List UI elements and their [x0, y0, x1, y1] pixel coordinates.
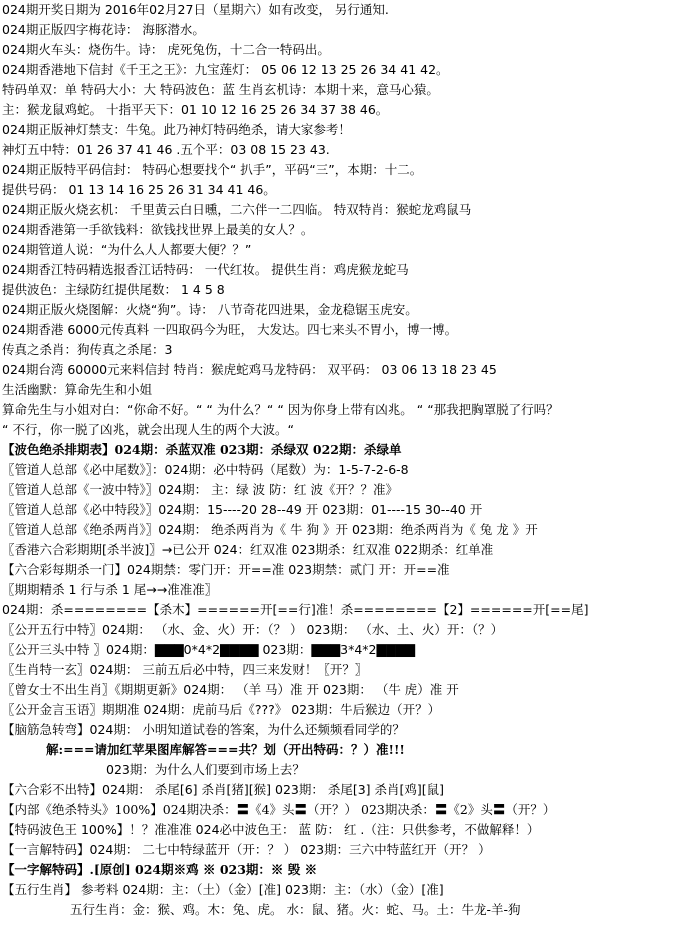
pipeline-man-says: 024期管道人说：“为什么人人都要大便？？”	[2, 242, 252, 257]
one-character-special: 【一字解特码】.[原创] 024期※鸡 ※ 023期：※ 毁 ※	[2, 862, 318, 877]
fire-diagram-line: 024期正版火烧图解：火烧“狗”。诗： 八节奇花四进果，金龙稳锯玉虎安。	[2, 302, 418, 317]
train-head-line: 024期火车头：烧伤牛。诗： 虎死兔伤，十二合一特码出。	[2, 42, 330, 57]
zodiac-mystery-line: 〖生肖特一玄〗024期： 三前五后必中特，四三来发财！〖开？〗	[2, 662, 368, 677]
humor-dialog-2: “ 不行，你一脱了凶兆，就会出现人生的两个大波。“	[2, 422, 294, 437]
no-special-line: 【六合彩不出特】024期： 杀尾[6] 杀肖[猪][猴] 023期： 杀尾[3] 杀肖[鸡][鼠]	[2, 782, 445, 797]
plum-blossom-poem: 024期正版四字梅花诗： 海豚潜水。	[2, 22, 205, 37]
internal-kill-head: 【内部《绝杀特头》100%】024期决杀：〓《4》头〓（开？） 023期决杀：〓《2》头〓（开？）	[2, 802, 556, 817]
provided-numbers: 提供号码： 01 13 14 16 25 26 31 34 41 46。	[2, 182, 276, 197]
magic-lamp-five-line: 神灯五中特：01 26 37 41 46 .五个平：03 08 15 23 43.	[2, 142, 330, 157]
wave-color-tail-line: 提供波色：主绿防红提供尾数： 1 4 5 8	[2, 282, 225, 297]
five-elements-list: 五行生肖：金：猴、鸡。木：兔、虎。 水：鼠、猪。火：蛇、马。土：牛龙-羊-狗	[70, 902, 521, 917]
odd-even-size-line: 特码单双：单 特码大小：大 特码波色：蓝 生肖玄机诗：本期十来，意马心猿。	[2, 82, 439, 97]
kill-row-tail-line: 024期：杀========【杀木】======开[==行]准！杀========【2】======开[==尾]	[2, 602, 589, 617]
draw-date-notice: 024期开奖日期为 2016年02月27日（星期六）如有改变， 另行通知.	[2, 2, 389, 17]
magic-lamp-ban-line: 024期正版神灯禁支：牛兔。此乃神灯特码绝杀，请大家参考！	[2, 122, 351, 137]
fax-kill-line: 传真之杀肖：狗传真之杀尾：3	[2, 342, 173, 357]
three-heads-line: 〖公开三头中特 〗024期：▇▇▇0*4*2▇▇▇▇ 023期：▇▇▇3*4*2▇▇▇▇	[2, 642, 415, 657]
taiwan-envelope-line: 024期台湾 60000元来料信封 特肖：猴虎蛇鸡马龙特码： 双平码： 03 06 13 18 23 45	[2, 362, 497, 377]
pipeline-kill-two: 〖管道人总部《绝杀两肖》〗024期： 绝杀两肖为《 牛 狗 》开 023期：绝杀两肖为《 兔 龙 》开	[2, 522, 538, 537]
xiangjiang-line: 024期香江特码精选报香江话特码： 一代红妆。 提供生肖：鸡虎猴龙蛇马	[2, 262, 409, 277]
main-zodiac-line: 主：猴龙鼠鸡蛇。 十指平天下：01 10 12 16 25 26 34 37 38 46。	[2, 102, 389, 117]
hk-fax-line: 024期香港 6000元传真料 一四取码今为旺， 大发达。四七来头不胃小，博一博。	[2, 322, 458, 337]
pipeline-one-wave: 〖管道人总部《一波中特》〗024期： 主：绿 波 防：红 波《开？？准》	[2, 482, 399, 497]
pipeline-segment: 〖管道人总部《必中特段》〗024期：15----20 28--49 开 023期：01----15 30--40 开	[2, 502, 483, 517]
hk-half-wave-kill: 〖香港六合彩期期[杀半波]〗→已公开 024：红双准 023期杀：红双准 022期杀：红单准	[2, 542, 494, 557]
kill-one-gate: 【六合彩每期杀一门】024期禁：零门开：开==准 023期禁：贰门 开：开==准	[2, 562, 450, 577]
wave-kill-schedule: 【波色绝杀排期表】024期：杀蓝双准 023期：杀绿双 022期：杀绿单	[2, 442, 402, 457]
humor-dialog-1: 算命先生与小姐对白：“你命不好。“ “ 为什么？“ “ 因为你身上带有凶兆。 “ “那我把胸罩脱了行吗？	[2, 402, 559, 417]
five-elements-line: 〖公开五行中特〗024期： （水、金、火）开：（？ ） 023期： （水、土、火）开：（？）	[2, 622, 504, 637]
fire-mystery-line: 024期正版火烧玄机： 千里黄云白日曛，二六伴一二四临。 特双特肖：猴蛇龙鸡鼠马	[2, 202, 472, 217]
kill-row-tail-title: 〖期期精杀 1 行与杀 1 尾→→准准准〗	[2, 582, 218, 597]
wave-color-king: 【特码波色王 100%】！？准准准 024必中波色王： 蓝 防： 红 .（注：只供参考，不做解释！）	[2, 822, 540, 837]
ms-zeng-line: 〖曾女士不出生肖〗《期期更新》024期： （羊 马）准 开 023期： （牛 虎）准 开	[2, 682, 459, 697]
five-elements-zodiac: 【五行生肖】 参考料 024期：主：（土）（金）[准] 023期：主：（水）（金）[准]	[2, 882, 444, 897]
hk-first-hand-line: 024期香港第一手欲钱料：欲钱找世界上最美的女人？。	[2, 222, 314, 237]
brain-teaser-answer: 解:===请加红苹果图库解答===共？划（开出特码：？）准!!!	[46, 742, 405, 757]
hk-underground-envelope: 024期香港地下信封《千王之王》：九宝莲灯： 05 06 12 13 25 26 34 41 42。	[2, 62, 449, 77]
golden-words-line: 〖公开金言玉语〗期期准 024期：虎前马后《???》 023期：牛后猴边（开？）	[2, 702, 441, 717]
special-flat-envelope: 024期正版特平码信封： 特码心想要找个“ 扒手”，平码“三”，本期：十二。	[2, 162, 423, 177]
pipeline-tail-numbers: 〖管道人总部《必中尾数》〗：024期：必中特码（尾数）为：1-5-7-2-6-8	[2, 462, 409, 477]
brain-teaser-line: 【脑筋急转弯】024期： 小明知道试卷的答案，为什么还频频看同学的？	[2, 722, 405, 737]
brain-teaser-previous: 023期：为什么人们要到市场上去？	[106, 762, 305, 777]
one-word-special: 【一言解特码】024期： 二七中特绿蓝开（开：？ ） 023期：三六中特蓝红开（开？ ）	[2, 842, 491, 857]
humor-title: 生活幽默：算命先生和小姐	[2, 382, 153, 397]
